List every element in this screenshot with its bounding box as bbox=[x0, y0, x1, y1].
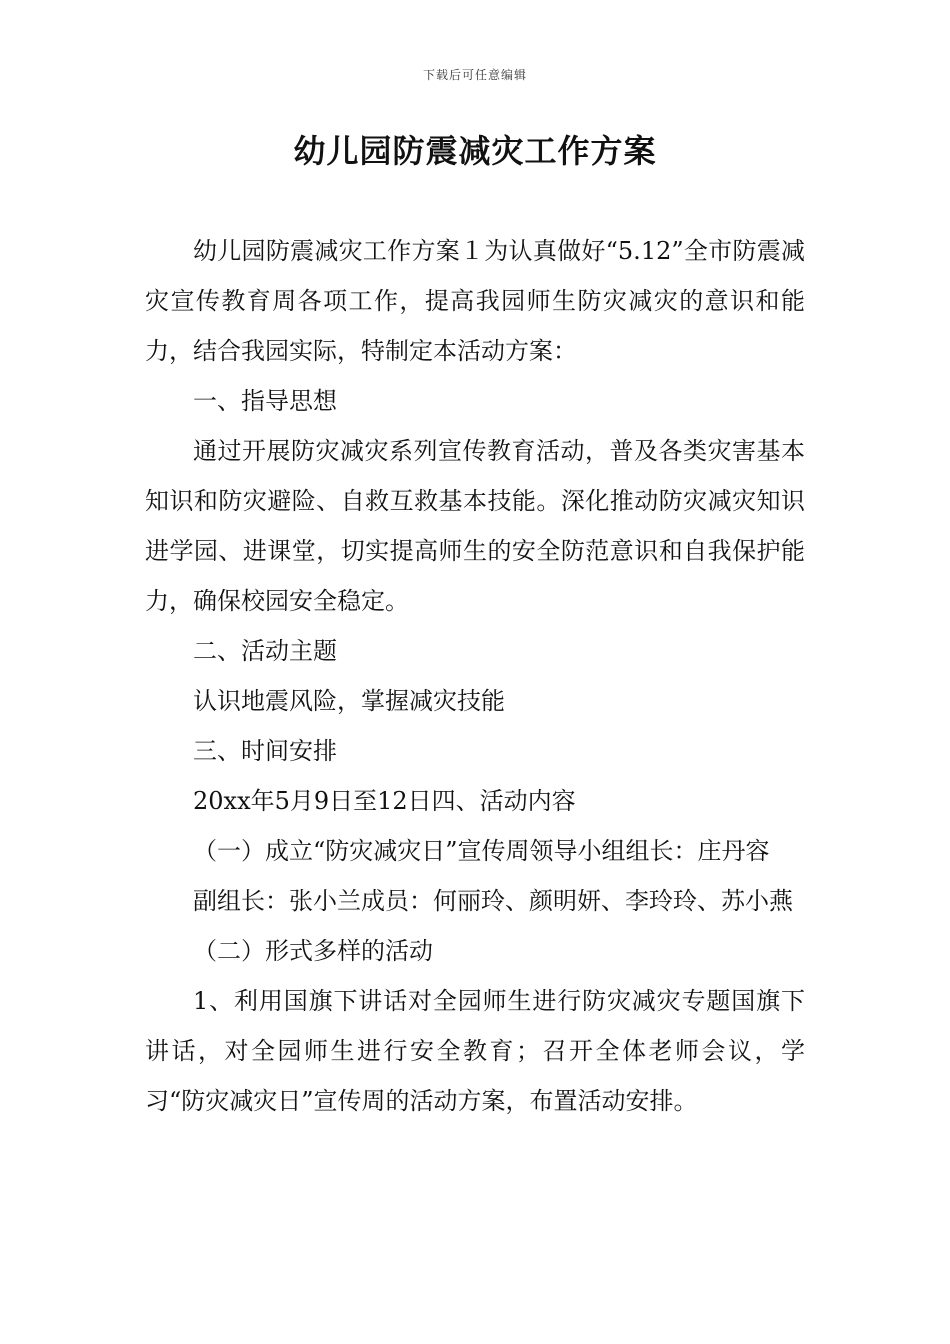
header-note: 下载后可任意编辑 bbox=[422, 68, 527, 82]
paragraph-guiding-ideology: 通过开展防灾减灾系列宣传教育活动，普及各类灾害基本知识和防灾避险、自救互救基本技能。深化推动防灾减灾知识进学园、进课堂，切实提高师生的安全防范意识和自我保护能力，确保校园安全稳定。 bbox=[145, 437, 805, 615]
document-body bbox=[145, 226, 805, 1126]
paragraph-members: 副组长：张小兰成员：何丽玲、颜明妍、李玲玲、苏小燕 bbox=[193, 887, 793, 915]
paragraph-leadership-group: （一）成立“防灾减灾日”宣传周领导小组组长：庄丹容 bbox=[193, 837, 770, 865]
paragraph-activity-1: 1、利用国旗下讲话对全园师生进行防灾减灾专题国旗下讲话，对全园师生进行安全教育；召开全体老师会议，学习“防灾减灾日”宣传周的活动方案，布置活动安排。 bbox=[145, 987, 805, 1115]
heading-schedule: 三、时间安排 bbox=[193, 737, 337, 765]
paragraph-activity-theme: 认识地震风险，掌握减灾技能 bbox=[193, 687, 505, 715]
heading-activity-theme: 二、活动主题 bbox=[193, 637, 337, 665]
paragraph-schedule: 20xx年5月9日至12日四、活动内容 bbox=[193, 787, 576, 815]
heading-activities: （二）形式多样的活动 bbox=[193, 937, 433, 965]
document-title: 幼儿园防震减灾工作方案 bbox=[293, 132, 657, 170]
paragraph-intro: 幼儿园防震减灾工作方案１为认真做好“5.12”全市防震减灾宣传教育周各项工作，提高我园师生防灾减灾的意识和能力，结合我园实际，特制定本活动方案： bbox=[145, 237, 805, 365]
heading-guiding-ideology: 一、指导思想 bbox=[193, 387, 337, 415]
